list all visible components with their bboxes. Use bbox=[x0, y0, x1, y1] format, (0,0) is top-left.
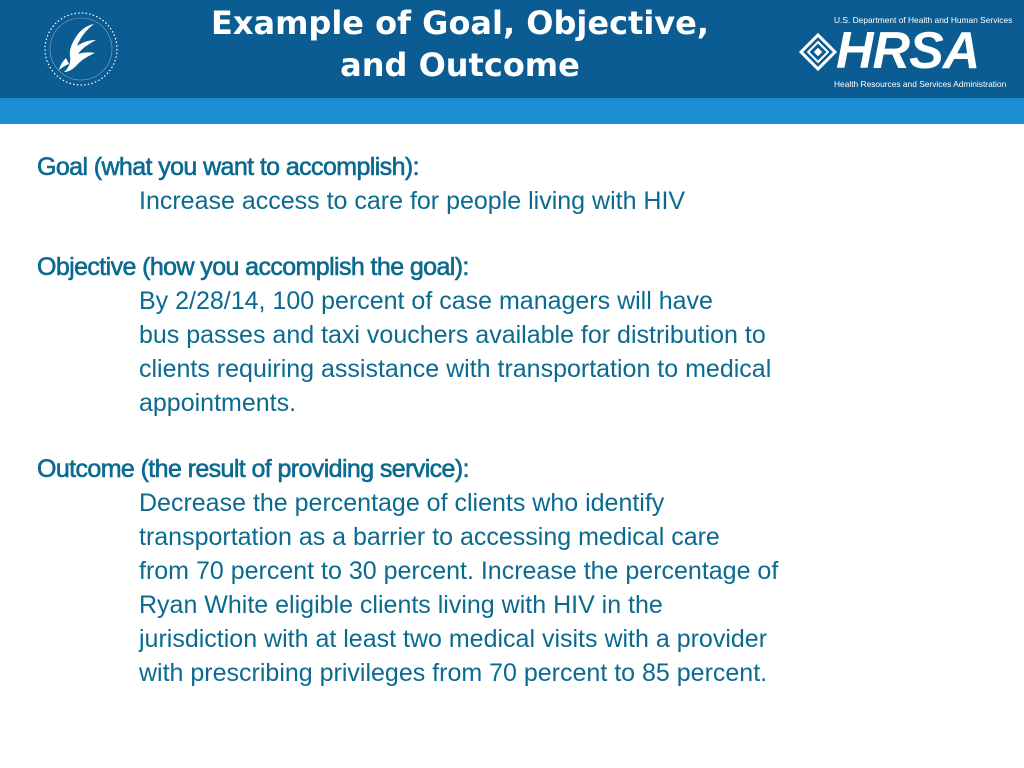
hrsa-diamond-icon bbox=[798, 32, 838, 72]
objective-line: By 2/28/14, 100 percent of case managers will have bbox=[139, 287, 713, 315]
slide-title bbox=[150, 2, 770, 86]
outcome-text bbox=[139, 486, 997, 690]
outcome-line: Decrease the percentage of clients who identify bbox=[139, 489, 665, 517]
outcome-section bbox=[37, 452, 997, 690]
objective-heading: Objective (how you accomplish the goal): bbox=[37, 253, 469, 281]
objective-line: appointments. bbox=[139, 389, 297, 417]
objective-line: bus passes and taxi vouchers available for distribution to bbox=[139, 321, 766, 349]
outcome-heading: Outcome (the result of providing service): bbox=[37, 455, 469, 483]
hrsa-logo bbox=[798, 14, 1013, 90]
outcome-line: Ryan White eligible clients living with HIV in the bbox=[139, 591, 663, 619]
objective-text bbox=[139, 284, 997, 420]
outcome-line: from 70 percent to 30 percent. Increase the percentage of bbox=[139, 557, 779, 585]
hhs-seal-icon bbox=[42, 10, 120, 88]
goal-section bbox=[37, 150, 997, 218]
goal-line: Increase access to care for people living with HIV bbox=[139, 187, 686, 215]
hrsa-department-label: U.S. Department of Health and Human Services bbox=[834, 15, 1013, 25]
goal-heading: Goal (what you want to accomplish): bbox=[37, 153, 419, 181]
objective-line: clients requiring assistance with transportation to medical bbox=[139, 355, 772, 383]
slide-title-line-1: Example of Goal, Objective, bbox=[210, 4, 710, 42]
slide-title-line-2: and Outcome bbox=[340, 46, 580, 84]
outcome-line: transportation as a barrier to accessing medical care bbox=[139, 523, 720, 551]
header-stripe bbox=[0, 98, 1024, 124]
hrsa-full-name: Health Resources and Services Administration bbox=[834, 79, 1007, 89]
slide-content bbox=[37, 150, 997, 722]
objective-section bbox=[37, 250, 997, 420]
outcome-line: with prescribing privileges from 70 percent to 85 percent. bbox=[139, 659, 768, 687]
outcome-line: jurisdiction with at least two medical visits with a provider bbox=[139, 625, 768, 653]
goal-text bbox=[139, 184, 997, 218]
hrsa-wordmark: HRSA bbox=[836, 22, 980, 80]
